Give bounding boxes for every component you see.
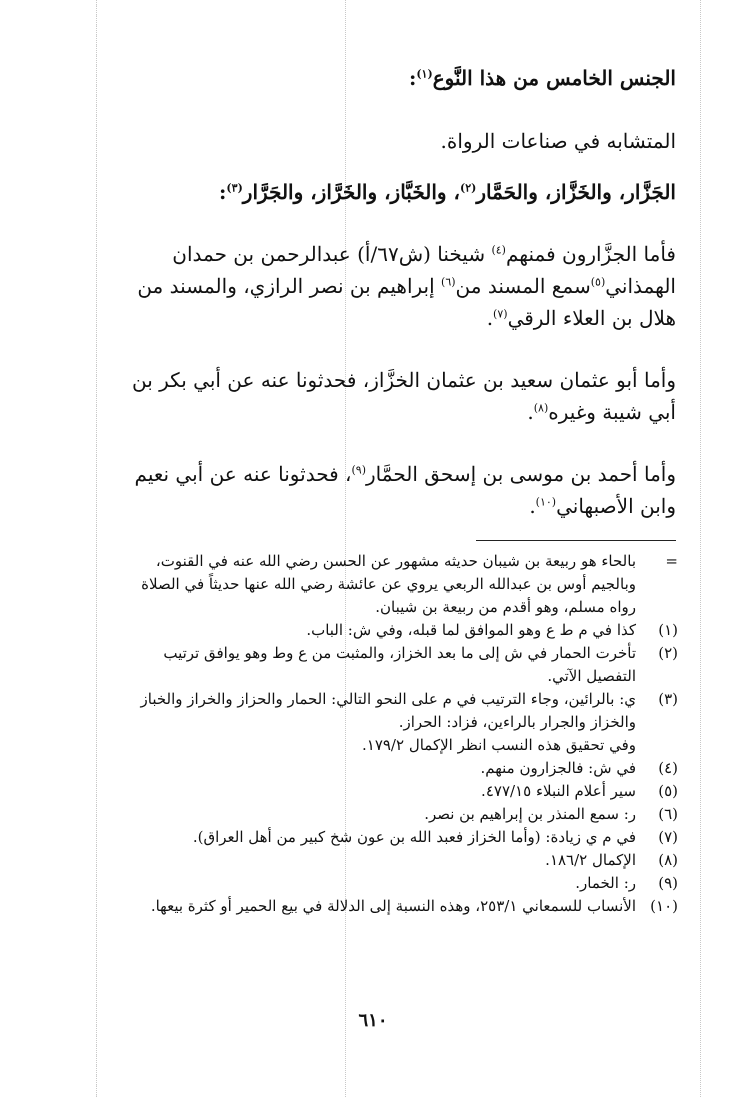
footnote	[68, 826, 678, 849]
footnote-line: رواه مسلم، وهو أقدم من ربيعة بن شيبان.	[375, 598, 636, 616]
paragraph-line	[527, 400, 676, 424]
footnote	[68, 550, 678, 619]
footnote-number: (٦)	[658, 805, 678, 823]
text: .	[486, 306, 494, 330]
paragraph-line	[529, 494, 676, 518]
footnote	[68, 895, 678, 918]
footnote-number: (٧)	[658, 828, 678, 846]
footnote-divider	[476, 540, 676, 541]
footnotes	[68, 550, 678, 918]
text: .	[527, 400, 534, 424]
footnote-number: (٣)	[658, 690, 678, 708]
text: شيخنا (ش٦٧/أ) عبدالرحمن بن حمدان	[172, 242, 492, 266]
paragraph-line	[135, 462, 676, 486]
text: هلال بن العلاء الرقي	[507, 306, 676, 330]
text: وابن الأصبهاني	[556, 494, 676, 518]
footnote-number: =	[665, 552, 678, 570]
guide-line	[345, 0, 346, 1097]
footnote-line: في ش: فالجزارون منهم.	[480, 759, 636, 777]
professions-heading	[219, 180, 676, 204]
text: أبي شيبة وغيره	[548, 400, 676, 424]
footnote-line: بالحاء هو ربيعة بن شيبان حديثه مشهور عن الحسن رضي الله عنه في القنوت،	[155, 552, 636, 570]
footnote-number: (٥)	[658, 782, 678, 800]
subheading: المتشابه في صناعات الرواة.	[440, 129, 676, 153]
footnote-ref[interactable]: (٤)	[491, 243, 506, 257]
footnote-number: (١٠)	[650, 897, 678, 915]
heading-text: الجنس الخامس من هذا النَّوع	[432, 66, 676, 90]
paragraph-line	[137, 274, 676, 298]
footnote-line: ر: الخمار.	[575, 874, 636, 892]
footnote-line: سير أعلام النبلاء ٤٧٧/١٥.	[481, 782, 636, 800]
section-heading	[409, 66, 676, 90]
footnote	[68, 688, 678, 757]
footnote	[68, 872, 678, 895]
text: سمع المسند من	[455, 274, 591, 298]
heading-text: ، والخَبَّاز، والخَرَّاز، والجَرَّار	[242, 180, 460, 204]
text: فأما الجزَّارون فمنهم	[505, 242, 676, 266]
guide-line	[96, 0, 97, 1097]
footnote-line: الأنساب للسمعاني ٢٥٣/١، وهذه النسبة إلى الدلالة في بيع الحمير أو كثرة بيعها.	[150, 897, 636, 915]
footnote-line: ي: بالرائين، وجاء الترتيب في م على النحو التالي: الحمار والحزاز والخراز والخباز	[140, 690, 636, 708]
text: ، فحدثونا عنه عن أبي نعيم	[134, 462, 352, 486]
footnote-line: التفصيل الآتي.	[547, 667, 636, 685]
footnote-line: تأخرت الحمار في ش إلى ما بعد الخزاز، والمثبت من ع وط وهو يوافق ترتيب	[163, 644, 636, 662]
text: الهمذاني	[605, 274, 676, 298]
paragraph-line	[487, 306, 676, 330]
footnote-number: (٤)	[658, 759, 678, 777]
footnote-line: وفي تحقيق هذه النسب انظر الإكمال ١٧٩/٢.	[361, 736, 636, 754]
footnote-number: (٢)	[658, 644, 678, 662]
footnote	[68, 803, 678, 826]
footnote-ref[interactable]: (٣)	[226, 181, 243, 195]
text: .	[529, 494, 536, 518]
heading-punct: :	[408, 66, 417, 90]
footnote-number: (٨)	[658, 851, 678, 869]
footnote-line: كذا في م ط ع وهو الموافق لما قبله، وفي ش: الباب.	[306, 621, 636, 639]
guide-line	[700, 0, 701, 1097]
footnote	[68, 757, 678, 780]
footnote	[68, 780, 678, 803]
heading-text: الجَزَّار، والخَزَّاز، والحَمَّار	[476, 180, 676, 204]
footnote	[68, 642, 678, 688]
footnote-ref[interactable]: (٢)	[459, 181, 477, 195]
text: إبراهيم بن نصر الرازي، والمسند من	[137, 274, 442, 298]
footnote-number: (٩)	[658, 874, 678, 892]
footnote-number: (١)	[658, 621, 678, 639]
footnote-line: في م ي زيادة: (وأما الخزاز فعبد الله بن عون شخ كبير من أهل العراق).	[192, 828, 636, 846]
footnote-line: ر: سمع المنذر بن إبراهيم بن نصر.	[424, 805, 636, 823]
paragraph-line	[172, 242, 676, 266]
footnote-ref[interactable]: (٦)	[441, 275, 456, 289]
footnote-line: الإكمال ١٨٦/٢.	[545, 851, 636, 869]
footnote-line: وبالجيم أوس بن عبدالله الربعي يروي عن عائشة رضي الله عنها حديثاً في الصلاة	[141, 575, 636, 593]
heading-punct: :	[219, 180, 227, 204]
footnote-ref[interactable]: (٨)	[533, 401, 549, 415]
page-number: ٦١٠	[358, 1010, 388, 1031]
footnote-ref[interactable]: (١٠)	[535, 495, 557, 509]
footnote	[68, 619, 678, 642]
text: وأما أحمد بن موسى بن إسحق الحمَّار	[366, 462, 676, 486]
footnote-ref[interactable]: (٥)	[590, 275, 606, 289]
footnote-ref[interactable]: (٧)	[493, 307, 508, 321]
footnote	[68, 849, 678, 872]
footnote-ref[interactable]: (٩)	[351, 463, 367, 477]
footnote-ref[interactable]: (١)	[416, 67, 433, 81]
footnote-line: والخزاز والجرار بالراءين، فزاد: الحراز.	[398, 713, 636, 731]
paragraph-line: وأما أبو عثمان سعيد بن عثمان الخزَّاز، فحدثونا عنه عن أبي بكر بن	[132, 368, 676, 392]
